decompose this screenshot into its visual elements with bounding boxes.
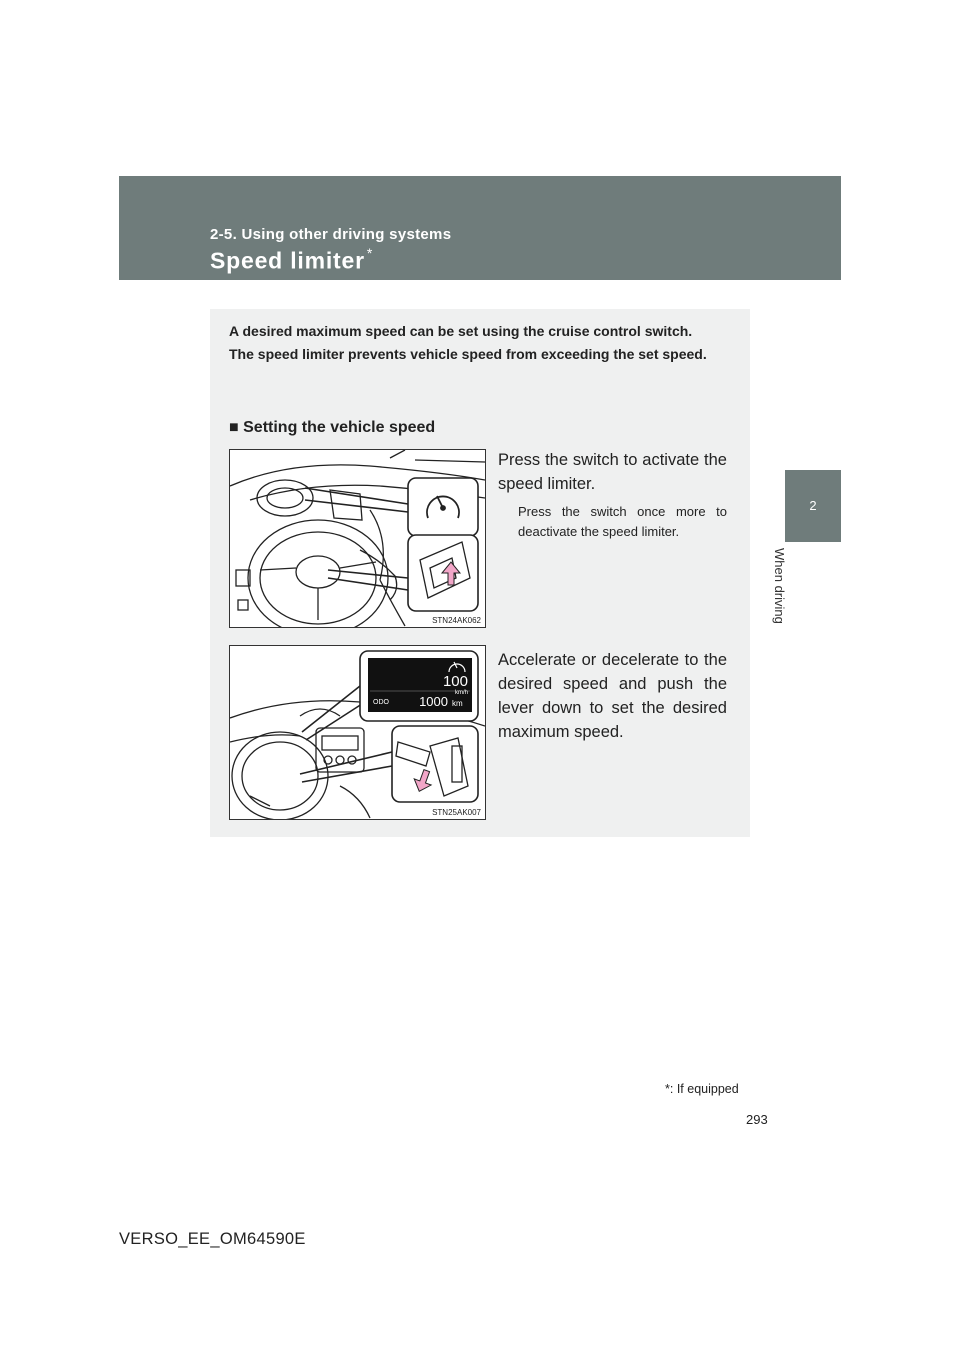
footnote-mark: * xyxy=(665,1082,670,1096)
sub-heading-text: Setting the vehicle speed xyxy=(243,419,436,436)
footnote-text: : If equipped xyxy=(669,1082,739,1096)
speed-limiter-switch-illustration xyxy=(229,449,486,628)
page-title-text: Speed limiter xyxy=(210,247,365,274)
intro-text xyxy=(229,320,727,366)
dashboard-drawing xyxy=(230,450,485,627)
figure-code: STN25AK007 xyxy=(432,808,481,817)
sub-heading xyxy=(229,419,435,437)
figure-code: STN24AK062 xyxy=(432,616,481,625)
footnote xyxy=(665,1082,739,1096)
page-number: 293 xyxy=(746,1112,768,1127)
bullet-icon: ■ xyxy=(229,419,239,436)
chapter-title xyxy=(772,548,805,648)
display-unit: km/h xyxy=(454,690,468,696)
set-speed-illustration xyxy=(229,645,486,820)
page-title xyxy=(210,247,373,275)
if-equipped-mark: * xyxy=(366,245,374,261)
intro-line-1: A desired maximum speed can be set using the cruise control switch. xyxy=(229,323,693,339)
odo-label: ODO xyxy=(373,699,389,706)
chapter-tab: 2 xyxy=(785,470,841,542)
manual-code: VERSO_EE_OM64590E xyxy=(119,1230,306,1248)
display-speed: 100 xyxy=(442,673,468,690)
section-label: 2-5. Using other driving systems xyxy=(210,226,452,243)
step-1-text: Press the switch to activate the speed limiter. xyxy=(498,451,727,493)
cockpit-drawing xyxy=(230,646,485,819)
odo-unit: km xyxy=(452,699,463,708)
step-1-note: Press the switch once more to deactivate the speed limiter. xyxy=(518,504,727,539)
step-2-text: Accelerate or decelerate to the desired speed and push the lever down to set the desired maximum speed. xyxy=(498,651,727,741)
chapter-title-text: When driving xyxy=(772,548,787,624)
odo-value: 1000 xyxy=(419,694,448,709)
intro-line-2: The speed limiter prevents vehicle speed from exceeding the set speed. xyxy=(229,346,707,362)
